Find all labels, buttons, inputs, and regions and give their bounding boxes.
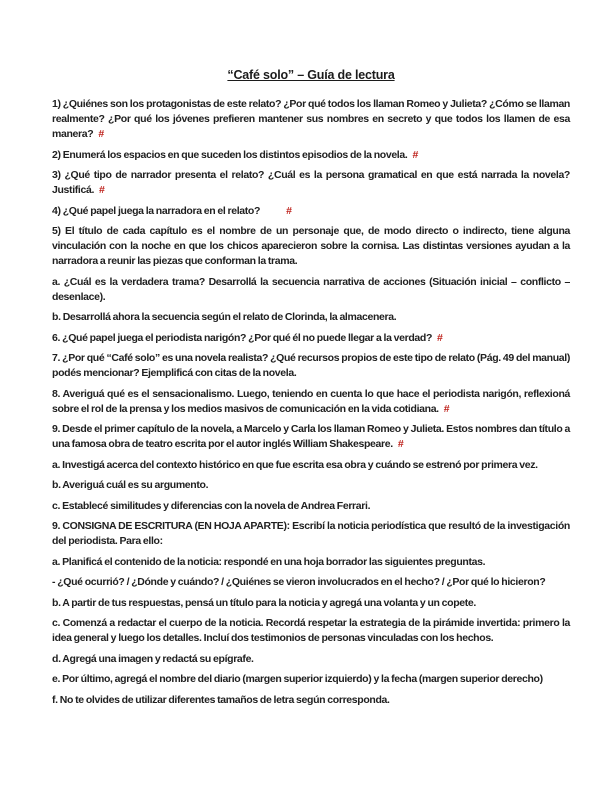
paragraph-text: a. Planificá el contenido de la noticia: respondé en una hoja borrador las siguientes preguntas.: [52, 555, 486, 568]
paragraph-text: e. Por último, agregá el nombre del diario (margen superior izquierdo) y la fecha (margen superior derecho): [52, 673, 543, 685]
paragraph-17: [52, 575, 570, 590]
paragraph-9: [52, 351, 570, 381]
paragraph-text: b. Desarrollá ahora la secuencia según el relato de Clorinda, la almacenera.: [52, 311, 397, 323]
paragraph-text: 2) Enumerá los espacios en que suceden los distintos episodios de la novela.: [52, 148, 408, 161]
paragraph-text: 8. Averiguá qué es el sensacionalismo. Luego, teniendo en cuenta lo que hace el periodista narigón, reflexioná sobre el rol de la prensa y los medios masivos de comunicación en la vida cotidiana.: [52, 387, 570, 415]
revision-hash-mark: #: [99, 184, 105, 196]
paragraph-text: b. Averiguá cuál es su argumento.: [52, 479, 209, 491]
paragraph-text: 9. CONSIGNA DE ESCRITURA (EN HOJA APARTE): Escribí la noticia periodística que resultó de la investigación del periodista. Para ello:: [52, 520, 570, 547]
paragraph-7: [52, 310, 570, 325]
revision-hash-mark: #: [286, 204, 292, 217]
paragraph-15: [52, 519, 570, 549]
paragraph-text: 9. Desde el primer capítulo de la novela, a Marcelo y Carla los llaman Romeo y Julieta. Estos nombres dan título a una famosa obra de teatro escrita por el autor inglés William Shakespeare.: [52, 423, 570, 450]
paragraph-text: c. Establecé similitudes y diferencias con la novela de Andrea Ferrari.: [52, 499, 371, 512]
paragraph-text: 1) ¿Quiénes son los protagonistas de este relato? ¿Por qué todos los llaman Romeo y Julieta? ¿Cómo se llaman realmente? ¿Por qué los jóvenes prefieren mantener sus nombres en secreto y que todos los llamen de esa manera?: [52, 98, 570, 140]
paragraph-11: [52, 422, 570, 452]
paragraph-text: b. A partir de tus respuestas, pensá un título para la noticia y agregá una volanta y un copete.: [52, 596, 476, 609]
paragraph-text: 4) ¿Qué papel juega la narradora en el relato?: [52, 204, 261, 217]
paragraph-12: [52, 458, 570, 473]
revision-hash-mark: #: [98, 128, 104, 140]
paragraph-text: a. ¿Cuál es la verdadera trama? Desarrollá la secuencia narrativa de acciones (Situación inicial – conflicto – desenlace).: [52, 275, 570, 303]
paragraph-22: [52, 693, 570, 708]
paragraph-13: [52, 478, 570, 493]
paragraph-2: [52, 148, 570, 163]
revision-hash-mark: #: [412, 148, 418, 161]
paragraph-1: [52, 97, 570, 142]
paragraph-5: [52, 224, 570, 269]
paragraph-text: 7. ¿Por qué “Café solo” es una novela realista? ¿Qué recursos propios de este tipo de relato (Pág. 49 del manual) podés mencionar? Ejemplificá con citas de la novela.: [52, 352, 570, 379]
paragraph-3: [52, 168, 570, 198]
paragraph-8: [52, 331, 570, 346]
revision-hash-mark: #: [397, 438, 404, 450]
paragraph-text: 3) ¿Qué tipo de narrador presenta el relato? ¿Cuál es la persona gramatical en que está narrada la novela? Justificá.: [52, 169, 570, 196]
paragraph-text: c. Comenzá a redactar el cuerpo de la noticia. Recordá respetar la estrategia de la pirámide invertida: primero la idea general y luego los detalles. Incluí dos testimonios de personas vinculadas con los hechos.: [52, 617, 570, 644]
document-title: “Café solo” – Guía de lectura: [227, 68, 395, 82]
paragraph-19: [52, 616, 570, 646]
paragraph-16: [52, 555, 570, 570]
paragraph-18: [52, 596, 570, 611]
paragraph-21: [52, 672, 570, 687]
paragraph-10: [52, 387, 570, 417]
paragraph-4: [52, 204, 570, 219]
paragraph-text: 5) El título de cada capítulo es el nombre de un personaje que, de modo directo o indirecto, tiene alguna vinculación con la noche en que los chicos aparecieron sobre la cornisa. Las distintas versiones ayudan a la narradora a reunir las piezas que conforman la trama.: [52, 225, 570, 267]
revision-hash-mark: #: [443, 402, 450, 415]
paragraph-text: 6. ¿Qué papel juega el periodista narigón? ¿Por qué él no puede llegar a la verdad?: [52, 331, 433, 344]
revision-hash-mark: #: [437, 331, 443, 344]
paragraph-6: [52, 275, 570, 305]
paragraph-text: - ¿Qué ocurrió? / ¿Dónde y cuándo? / ¿Quiénes se vieron involucrados en el hecho? / ¿Por qué lo hicieron?: [52, 576, 546, 588]
document-body: [52, 97, 570, 708]
paragraph-text: d. Agregá una imagen y redactá su epígrafe.: [52, 652, 254, 665]
paragraph-14: [52, 499, 570, 514]
paragraph-text: a. Investigá acerca del contexto histórico en que fue escrita esa obra y cuándo se estrenó por primera vez.: [52, 458, 538, 471]
paragraph-text: f. No te olvides de utilizar diferentes tamaños de letra según corresponda.: [52, 693, 390, 706]
paragraph-20: [52, 652, 570, 667]
